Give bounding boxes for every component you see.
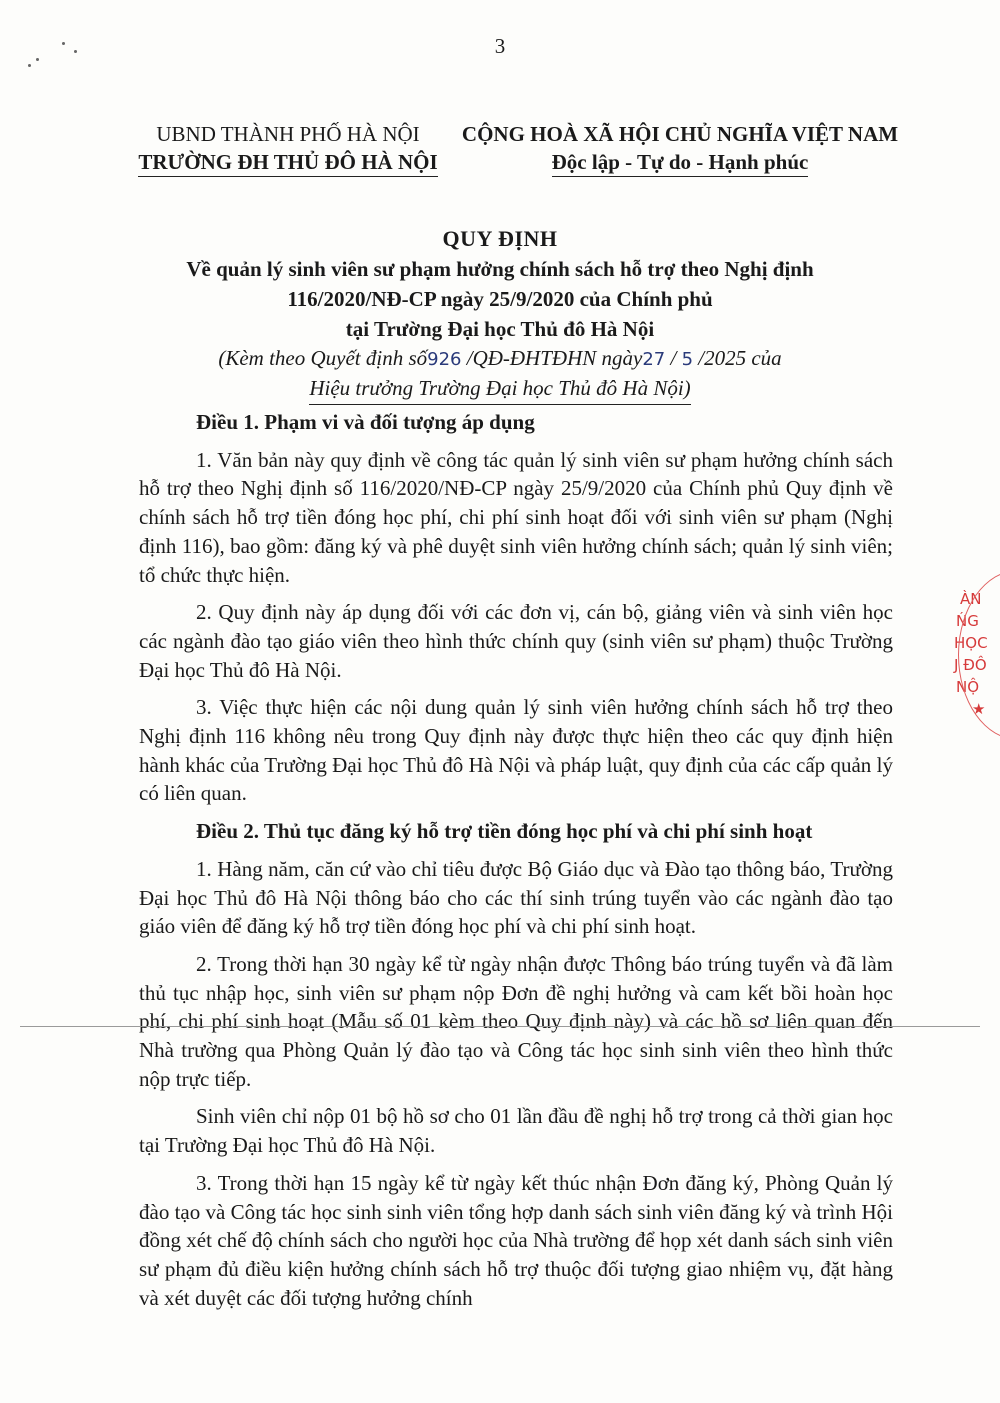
seal-text-line4: J ĐÔ [954, 656, 987, 674]
article2-paragraph2: 2. Trong thời hạn 30 ngày kể từ ngày nhận được Thông báo trúng tuyển và đã làm thủ tục nhập học, sinh viên sư phạm nộp Đơn đề nghị hưởng và cam kết bồi hoàn học phí, chi phí sinh hoạt (Mẫu số 01 kèm theo Quy định này) và các hồ sơ liên quan đến Nhà trường qua Phòng Quản lý đào tạo và Công tác học sinh sinh viên theo hình thức nộp trực tiếp. [139, 951, 893, 1091]
attach-prefix: (Kèm theo Quyết định số [218, 346, 428, 370]
seal-text-line3: HỌC [954, 634, 988, 652]
document-title: QUY ĐỊNH [442, 226, 558, 251]
seal-text-line2: ŃG [956, 612, 979, 630]
article2-heading: Điều 2. Thủ tục đăng ký hỗ trợ tiền đóng học phí và chi phí sinh hoạt [196, 819, 813, 844]
seal-star: ★ [972, 700, 986, 718]
official-seal-stamp [950, 570, 1000, 740]
article2-paragraph2b: Sinh viên chỉ nộp 01 bộ hồ sơ cho 01 lần đầu đề nghị hỗ trợ trong cả thời gian học tại Trường Đại học Thủ đô Hà Nội. [139, 1104, 893, 1158]
seal-text-line5: NỘ [956, 678, 980, 696]
document-title-block [0, 224, 1000, 405]
attachment-note-line1 [0, 344, 1000, 374]
attach-mid: /QĐ-ĐHTĐHN ngày [466, 346, 643, 370]
page-number: 3 [494, 34, 506, 58]
subtitle-line1: Về quản lý sinh viên sư phạm hưởng chính sách hỗ trợ theo Nghị định [186, 257, 814, 281]
article2-paragraph1: 1. Hàng năm, căn cứ vào chỉ tiêu được Bộ Giáo dục và Đào tạo thông báo, Trường Đại học Thủ đô Hà Nội thông báo cho các thí sinh trúng tuyển vào các ngành đào tạo giáo viên để đăng ký hỗ trợ tiền đóng học phí và chi phí sinh hoạt. [139, 856, 893, 939]
date-separator: / [670, 346, 677, 370]
authority-line1: UBND THÀNH PHỐ HÀ NỘI [156, 122, 420, 146]
decision-day-handwritten: 27 [642, 349, 666, 370]
article1-heading: Điều 1. Phạm vi và đối tượng áp dụng [196, 410, 535, 434]
authority-line2: TRƯỜNG ĐH THỦ ĐÔ HÀ NỘI [138, 148, 437, 177]
attachment-note-line2: Hiệu trưởng Trường Đại học Thủ đô Hà Nội) [309, 374, 690, 405]
seal-text-line1: ÀN [960, 590, 982, 608]
document-body [139, 408, 893, 1321]
attach-suffix: /2025 của [698, 346, 782, 370]
issuing-authority [128, 120, 448, 177]
subtitle-line3: tại Trường Đại học Thủ đô Hà Nội [345, 317, 655, 341]
motto-line2: Độc lập - Tự do - Hạnh phúc [552, 148, 809, 177]
article2-paragraph3: 3. Trong thời hạn 15 ngày kể từ ngày kết thúc nhận Đơn đăng ký, Phòng Quản lý đào tạo và Công tác học sinh sinh viên tổng hợp danh sách sinh viên đăng ký và trình Hội đồng xét chế độ chính sách cho người học của Nhà trường để họp xét danh sách sinh viên sư phạm đủ điều kiện hưởng chính sách hỗ trợ thuộc đối tượng giao nhiệm vụ, đặt hàng và xét duyệt các đối tượng hưởng chính [139, 1170, 893, 1310]
article1-paragraph2: 2. Quy định này áp dụng đối với các đơn vị, cán bộ, giảng viên và sinh viên học các ngành đào tạo giáo viên theo hình thức chính quy (sinh viên sư phạm) thuộc Trường Đại học Thủ đô Hà Nội. [139, 600, 893, 682]
subtitle-line2: 116/2020/NĐ-CP ngày 25/9/2020 của Chính phủ [287, 287, 713, 311]
scan-artifact-line [20, 1026, 980, 1027]
decision-number-handwritten: 926 [427, 349, 462, 370]
decision-month-handwritten: 5 [681, 349, 694, 370]
article1-paragraph3: 3. Việc thực hiện các nội dung quản lý sinh viên hưởng chính sách hỗ trợ theo Nghị định 116 không nêu trong Quy định này được thực hiện theo các quy định hiện hành khác của Trường Đại học Thủ đô Hà Nội và pháp luật, quy định của các cấp quản lý có liên quan. [139, 695, 893, 806]
document-header [0, 120, 1000, 180]
motto-line1: CỘNG HOÀ XÃ HỘI CHỦ NGHĨA VIỆT NAM [461, 122, 899, 146]
national-motto [450, 120, 910, 177]
article1-paragraph1: 1. Văn bản này quy định về công tác quản lý sinh viên sư phạm hưởng chính sách hỗ trợ theo Nghị định số 116/2020/NĐ-CP ngày 25/9/2020 của Chính phủ Quy định về chính sách hỗ trợ tiền đóng học phí, chi phí sinh hoạt đối với sinh viên sư phạm (Nghị định 116), bao gồm: đăng ký và phê duyệt sinh viên hưởng chính sách; quản lý sinh viên; tổ chức thực hiện. [139, 447, 893, 587]
